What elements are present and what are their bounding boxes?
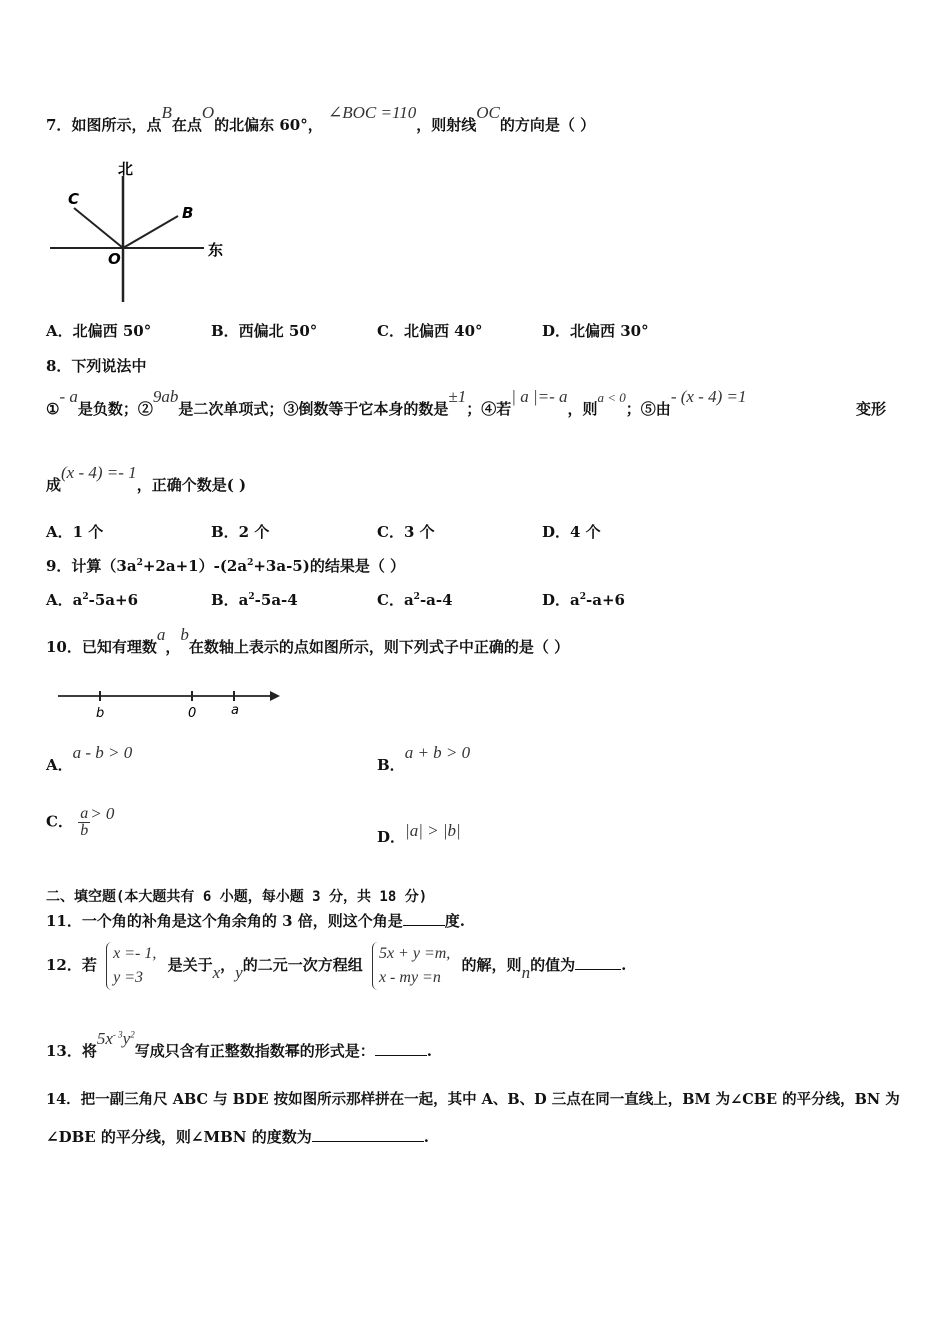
q10-option-b[interactable]: B．a + b > 0: [377, 743, 471, 774]
q7-option-b[interactable]: B．西偏北 50°: [211, 322, 318, 340]
origin-label: 0: [188, 706, 197, 721]
q7-option-c[interactable]: C．北偏西 40°: [377, 322, 483, 340]
q8-option-b[interactable]: B．2 个: [211, 523, 270, 541]
q8-line1: ①- a是负数；②9ab是二次单项式；③倒数等于它本身的数是±1；④若| a |=- a，则a < 0；⑤由- (x - 4) =1: [46, 387, 747, 418]
q12-solution-system: x =- 1, y =3: [106, 942, 156, 990]
q12-equation-system: 5x + y =m, x - my =n: [372, 942, 450, 990]
q14-blank[interactable]: [312, 1127, 424, 1142]
point-c-label: C: [68, 190, 80, 208]
q8-option-c[interactable]: C．3 个: [377, 523, 435, 541]
q12-stem: 12．若 x =- 1, y =3 是关于x，y的二元一次方程组 5x + y =m, x - my =n 的解，则n的值为 .: [46, 942, 626, 990]
q8-line2: 成(x - 4) =- 1，正确个数是( ): [46, 463, 247, 494]
q8-option-a[interactable]: A．1 个: [46, 523, 104, 541]
compass-figure: [46, 158, 236, 306]
point-b-label: b: [96, 706, 105, 721]
east-label: 东: [208, 241, 224, 259]
q13-blank[interactable]: [375, 1041, 427, 1056]
q7-option-a[interactable]: A．北偏西 50°: [46, 322, 152, 340]
arrow-head: [270, 691, 280, 701]
q11-stem: 11．一个角的补角是这个角余角的 3 倍，则这个角是 度.: [46, 912, 465, 930]
q8-line1-end: 变形: [856, 400, 887, 418]
q7-option-d[interactable]: D．北偏西 30°: [542, 322, 649, 340]
q10-stem: 10．已知有理数a，b在数轴上表示的点如图所示，则下列式子中正确的是（ ）: [46, 625, 570, 656]
q14-line2: ∠DBE 的平分线，则∠MBN 的度数为 .: [46, 1128, 429, 1146]
point-b-label: B: [182, 204, 194, 222]
q9-option-c[interactable]: C．$a^2-a-4$: [377, 591, 453, 609]
q7-stem: 7．如图所示，点B在点O的北偏东 60°， ∠BOC =110，则射线OC的方向是（ ）: [46, 103, 596, 134]
q10-option-d[interactable]: D．|a| > |b|: [377, 821, 461, 846]
point-a-label: a: [231, 703, 239, 718]
section-2-heading: 二、填空题(本大题共有 6 小题，每小题 3 分，共 18 分): [46, 889, 428, 905]
q9-stem: 9．计算$(3a^2+2a+1)-(2a^2+3a-5)$的结果是（ ）: [46, 557, 406, 575]
q13-stem: 13．将$5x^{- 3}y^2$写成只含有正整数指数幂的形式是： .: [46, 1029, 432, 1060]
q8-option-d[interactable]: D．4 个: [542, 523, 601, 541]
q11-blank[interactable]: [403, 911, 445, 926]
q9-option-b[interactable]: B．$a^2-5a-4$: [211, 591, 298, 609]
point-o-label: O: [108, 250, 121, 268]
ray-oc: [74, 208, 123, 248]
q10-option-c[interactable]: C． $\frac{a}{b}$ > 0: [46, 803, 115, 839]
q8-title: 8．下列说法中: [46, 357, 147, 375]
q9-option-a[interactable]: A．$a^2-5a+6$: [46, 591, 139, 609]
north-label: 北: [118, 160, 134, 178]
number-line-figure: [56, 686, 282, 722]
q14-line1: 14．把一副三角尺 ABC 与 BDE 按如图所示那样拼在一起，其中 A、B、D 三点在同一直线上，BM 为∠CBE 的平分线，BN 为: [46, 1091, 900, 1108]
q9-option-d[interactable]: D．$a^2-a+6$: [542, 591, 625, 609]
q10-option-a[interactable]: A．a - b > 0: [46, 743, 133, 774]
ray-ob: [123, 216, 178, 248]
q12-blank[interactable]: [575, 955, 621, 970]
